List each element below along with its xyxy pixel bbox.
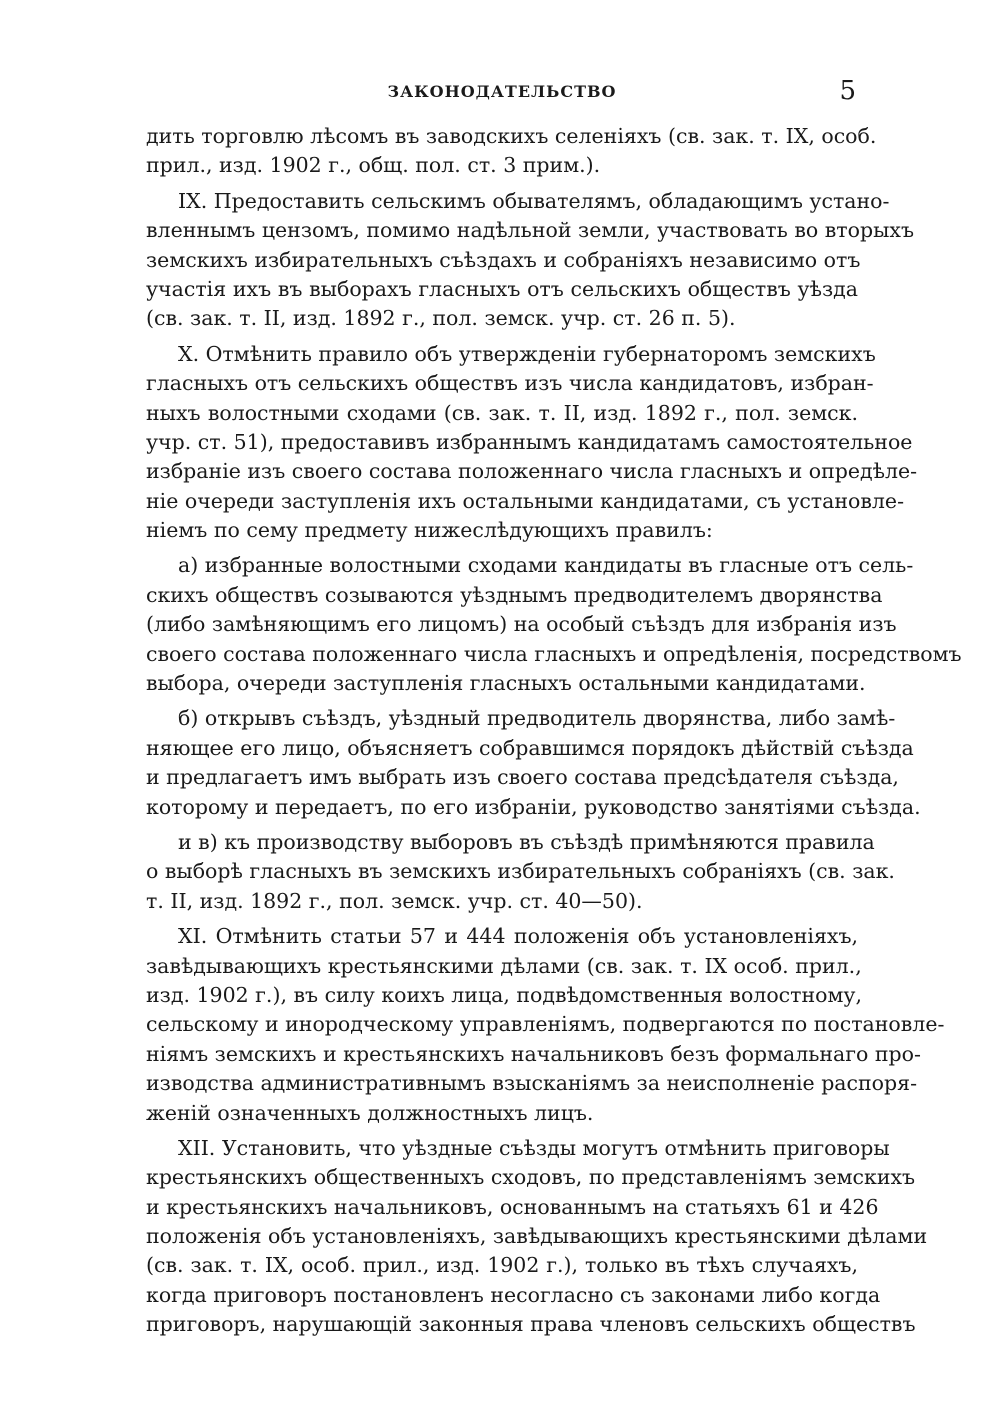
text-line: крестьянскихъ общественныхъ сходовъ, по представленіямъ земскихъ — [146, 1165, 916, 1190]
text-line: (либо замѣняющимъ его лицомъ) на особый съѣздъ для избранія изъ — [146, 612, 897, 637]
text-line: участія ихъ въ выборахъ гласныхъ отъ сельскихъ обществъ уѣзда — [146, 276, 858, 301]
text-line: б) открывъ съѣздъ, уѣздный предводитель дворянства, либо замѣ- — [178, 706, 896, 731]
text-line: IX. Предоставить сельскимъ обывателямъ, обладающимъ устано- — [178, 188, 890, 213]
text-line: изд. 1902 г.), въ силу коихъ лица, подвѣдомственныя волостному, — [146, 982, 863, 1007]
text-line: когда приговоръ постановленъ несогласно съ законами либо когда — [146, 1282, 881, 1307]
text-line: няющее его лицо, объясняетъ собравшимся порядокъ дѣйствій съѣзда — [146, 735, 914, 760]
text-line: а) избранные волостными сходами кандидаты въ гласные отъ сель- — [178, 553, 914, 578]
text-line: приговоръ, нарушающій законныя права членовъ сельскихъ обществъ — [146, 1312, 916, 1337]
text-line: которому и передаетъ, по его избраніи, руководство занятіями съѣзда. — [146, 794, 921, 819]
text-line: ныхъ волостными сходами (св. зак. т. II, изд. 1892 г., пол. земск. — [146, 400, 858, 425]
text-line: ніемъ по сему предмету нижеслѣдующихъ правилъ: — [146, 518, 713, 543]
text-line: изводства административнымъ взысканіямъ за неисполненіе распоря- — [146, 1071, 918, 1096]
text-line: выбора, очереди заступленія гласныхъ остальными кандидатами. — [146, 671, 866, 696]
text-line: положенія объ установленіяхъ, завѣдывающихъ крестьянскими дѣлами — [146, 1224, 928, 1249]
text-line: вленнымъ цензомъ, помимо надѣльной земли, участвовать во вторыхъ — [146, 218, 914, 243]
text-line: завѣдывающихъ крестьянскими дѣлами (св. зак. т. IX особ. прил., — [146, 953, 862, 978]
text-line: и предлагаетъ имъ выбрать изъ своего состава предсѣдателя съѣзда, — [146, 765, 899, 790]
text-line: т. II, изд. 1892 г., пол. земск. учр. ст. 40—50). — [146, 888, 643, 913]
text-line: женій означенныхъ должностныхъ лицъ. — [146, 1100, 594, 1125]
book-page — [146, 74, 962, 1340]
running-head — [146, 74, 858, 114]
text-line: о выборѣ гласныхъ въ земскихъ избирательныхъ собраніяхъ (св. зак. — [146, 859, 895, 884]
body-text — [146, 122, 962, 1340]
text-line: X. Отмѣнить правило объ утвержденіи губернаторомъ земскихъ — [178, 341, 876, 366]
text-line: дить торговлю лѣсомъ въ заводскихъ селеніяхъ (св. зак. т. IX, особ. — [146, 124, 877, 148]
page-number: 5 — [839, 76, 856, 106]
text-line: избраніе изъ своего состава положеннаго числа гласныхъ и опредѣле- — [146, 459, 918, 484]
text-line: сельскому и инородческому управленіямъ, подвергаются по постановле- — [146, 1012, 945, 1037]
text-line: XI. Отмѣнить статьи 57 и 444 положенія объ установленіяхъ, — [178, 924, 858, 949]
text-line: своего состава положеннаго числа гласныхъ и опредѣленія, посредствомъ — [146, 641, 962, 666]
text-line: и в) къ производству выборовъ въ съѣздѣ примѣняются правила — [178, 829, 875, 854]
text-line: учр. ст. 51), предоставивъ избраннымъ кандидатамъ самостоятельное — [146, 429, 913, 454]
text-line: земскихъ избирательныхъ съѣздахъ и собраніяхъ независимо отъ — [146, 247, 861, 272]
text-line: ніямъ земскихъ и крестьянскихъ начальниковъ безъ формальнаго про- — [146, 1041, 921, 1066]
text-line: скихъ обществъ созываются уѣзднымъ предводителемъ дворянства — [146, 582, 883, 607]
text-line: XII. Установить, что уѣздные съѣзды могутъ отмѣнить приговоры — [178, 1135, 890, 1160]
text-line: прил., изд. 1902 г., общ. пол. ст. 3 прим.). — [146, 153, 601, 178]
running-title: ЗАКОНОДАТЕЛЬСТВО — [387, 82, 617, 101]
text-line: ніе очереди заступленія ихъ остальными кандидатами, съ установле- — [146, 488, 904, 513]
text-line: и крестьянскихъ начальниковъ, основаннымъ на статьяхъ 61 и 426 — [146, 1194, 879, 1219]
text-line: (св. зак. т. IX, особ. прил., изд. 1902 г.), только въ тѣхъ случаяхъ, — [146, 1253, 858, 1278]
text-line: (св. зак. т. II, изд. 1892 г., пол. земск. учр. ст. 26 п. 5). — [146, 306, 736, 331]
text-line: гласныхъ отъ сельскихъ обществъ изъ числа кандидатовъ, избран- — [146, 371, 874, 396]
